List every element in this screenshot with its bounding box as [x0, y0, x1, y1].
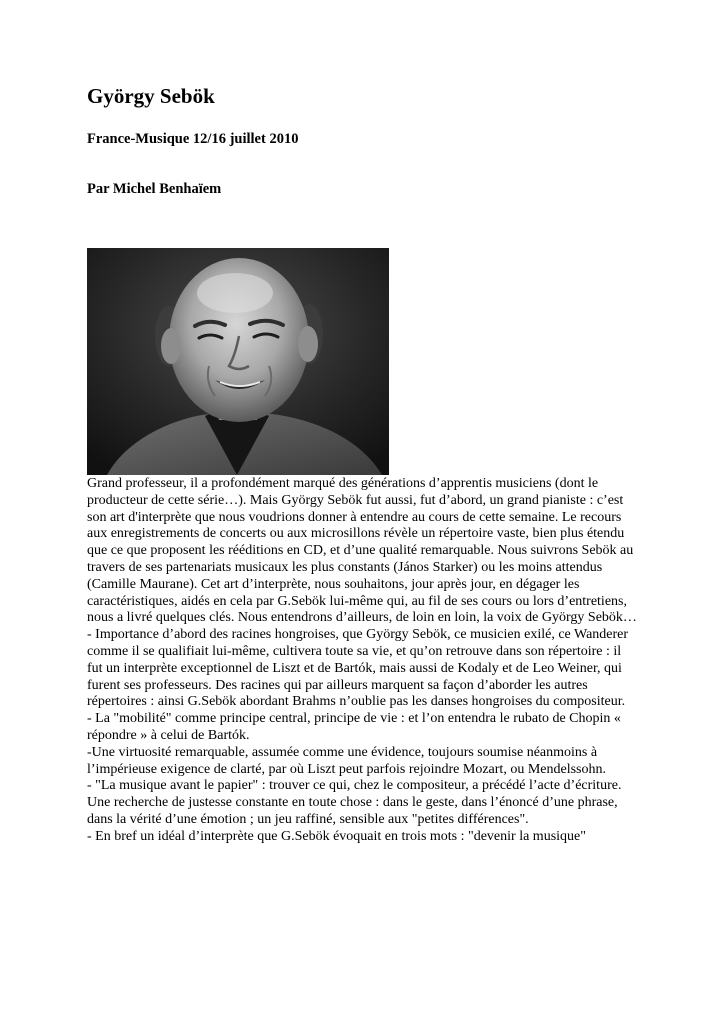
paragraph-virtuosity: -Une virtuosité remarquable, assumée comme une évidence, toujours soumise néanmoins à l’impérieuse exigence de clarté, par où Liszt peut parfois rejoindre Mozart, ou Mendelssohn. [87, 744, 606, 777]
document-author: Par Michel Benhaïem [87, 181, 222, 197]
document-subtitle: France-Musique 12/16 juillet 2010 [87, 131, 299, 147]
paragraph-music-before-paper: - "La musique avant le papier" : trouver ce qui, chez le compositeur, a précédé l’acte d’écriture. Une recherche de justesse constante en toute chose : dans le geste, dans l’énoncé d’une phrase, dans la vérité d’une émotion ; un jeu raffiné, sensible aux "petites différences". [87, 778, 622, 827]
paragraph-roots: - Importance d’abord des racines hongroises, que György Sebök, ce musicien exilé, ce Wanderer comme il se qualifiait lui-même, cultivera toute sa vie, et qu’on retrouve dans son répertoire : il fut un interprète exceptionnel de Liszt et de Bartók, mais aussi de Kodaly et de Leo Weiner, qui furent ses professeurs. Des racines qui par ailleurs marquent sa façon d’aborder les autres répertoires : ainsi G.Sebök abordant Brahms n’oublie pas les danses hongroises du compositeur. [87, 627, 629, 710]
paragraph-intro: Grand professeur, il a profondément marqué des générations d’apprentis musiciens (dont le producteur de cette série…). Mais György Sebök fut aussi, fut d’abord, un grand pianiste : c’est son art d'interprète que nous voudrions donner à entendre au cours de cette semaine. Le recours aux enregistrements de concerts ou aux microsillons révèle un répertoire vaste, bien plus étendu que ce que proposent les rééditions en CD, et d’une qualité remarquable. Nous suivrons Sebök au travers de ses partenariats musicaux les plus constants (János Starker) ou les moins attendus (Camille Maurane). Cet art d’interprète, nous souhaitons, jour après jour, en dégager les caractéristiques, aidés en cela par G.Sebök lui-même qui, au fil de ses cours ou lors d’entretiens, nous a livré quelques clés. Nous entendrons d’ailleurs, de loin en loin, la voix de György Sebök… [87, 476, 637, 626]
document-title: György Sebök [87, 84, 215, 108]
portrait-photo [87, 248, 389, 475]
article-body [87, 476, 639, 846]
paragraph-conclusion: - En bref un idéal d’interprète que G.Sebök évoquait en trois mots : "devenir la musique" [87, 828, 586, 844]
paragraph-mobility: - La "mobilité" comme principe central, principe de vie : et l’on entendra le rubato de Chopin « répondre » à celui de Bartók. [87, 711, 621, 743]
